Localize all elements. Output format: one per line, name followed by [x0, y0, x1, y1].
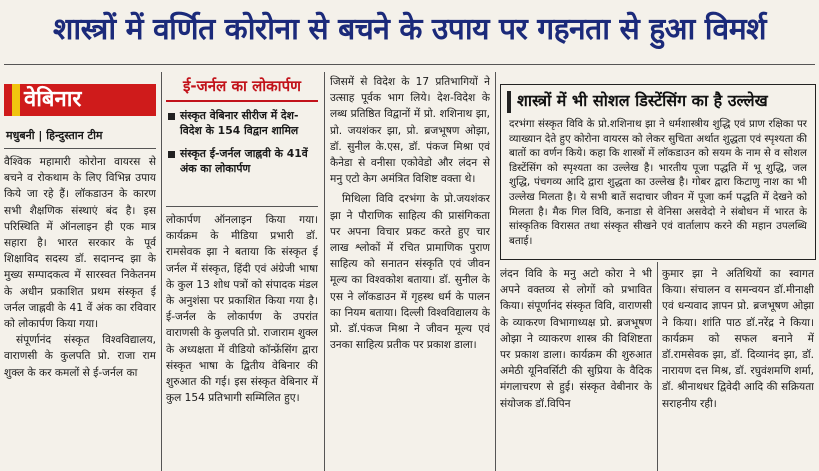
ejournal-box [166, 76, 318, 201]
byline-team: हिन्दुस्तान टीम [46, 129, 103, 142]
column-rule [324, 72, 325, 471]
box-heading-marker [507, 91, 511, 113]
ejournal-bullet: संस्कृत ई-जर्नल जाह्नवी के 41वें अंक का लोकार्पण [166, 146, 318, 176]
column-4 [500, 266, 652, 470]
column-rule [161, 72, 162, 471]
col2-paragraph: लोकार्पण ऑनलाइन किया गया। कार्यक्रम के मीडिया प्रभारी डॉ. रामसेवक झा ने बताया कि संस्कृत ई जर्नल में संस्कृत, हिंदी एवं अंग्रेजी भाषा के कुल 13 शोध पत्रों को संपादक मंडल के अनुशंसा पर प्रकाशित किया गया है। ई-जर्नल के लोकार्पण के उपरांत वाराणसी के कुलपति प्रो. राजाराम शुक्ल के अध्यक्षता में वीडियो कॉन्फ्रेंसिंग द्वारा संस्कृत भाषा के द्वितीय वेबिनार की शुरुआत की गई। इस संस्कृत वेबिनार में कुल 154 प्रतिभागी सम्मिलित हुए। [166, 214, 318, 405]
byline-rule [4, 148, 156, 149]
column-2 [166, 212, 318, 470]
ejournal-box-rule [166, 206, 318, 207]
col1-paragraph: वैश्विक महामारी कोरोना वायरस से बचने व रोकथाम के लिए विभिन्न उपाय किये जा रहे हैं। लॉकडाउन के कारण सभी शैक्षणिक संस्थाएं बंद है। इस परिस्थिति में ऑनलाइन ही एक मात्र सहारा है। भारत सरकार के पूर्व शिक्षाविद सदस्य डॉ. सदानन्द झा के मुख्य सम्पादकत्व में सारस्वत निकेतनम के अधीन प्रकाशित प्रथम संस्कृत ई जर्नल जाह्नवी के 41 वें अंक का रविवार को लोकार्पण किया गया। [4, 156, 156, 331]
headline: शास्त्रों में वर्णित कोरोना से बचने के उपाय पर गहनता से हुआ विमर्श [52, 12, 767, 47]
social-box-body: दरभंगा संस्कृत विवि के प्रो.शशिनाथ झा ने धर्मशास्त्रीय शुद्धि एवं प्राण रक्षिका पर व्याख्यान देते हुए कोरोना वायरस को लेकर सुचिता अर्थात शुद्धता एवं स्पृश्यता की बातों का वर्णन किये। कहा कि शास्त्रों में लॉकडाउन को सयम के नाम से व सोशल डिस्टेंसिंग को स्पृश्यता का उल्लेख है। भारतीय पूजा पद्धति में भू शुद्धि, जल शुद्धि, पंचगव्य आदि द्वारा शुद्धता का उल्लेख है। गोबर द्वारा किटाणु नाश का भी उल्लेख मिलता है। ये सभी बातें सदाचार जीवन में पूजा कर्म पद्धति में देखने को मिलता है। मैक गिल विवि, कनाडा से वेनिसा असवेदो ने संबोधन में भारत के सांस्कृतिक विरासत तथा संस्कृत सीखने एवं वार्तालाप करने की महान उपलब्धि बताई। [509, 118, 807, 247]
column-rule [495, 72, 496, 471]
col4-paragraph: लंदन विवि के मनु अटो कोरा ने भी अपने वक्तव्य से लोगों को प्रभावित किया। संपूर्णानंद संस्कृत विवि, वाराणसी के व्याकरण विभागाध्यक्ष प्रो. ब्रजभूषण ओझा ने व्याकरण शास्त्र की विशिष्टता पर प्रकाश डाला। कार्यक्रम की शुरुआत अमेठी यूनिवर्सिटी की सुप्रिया के वैदिक मंगलाचरण से हुई। संस्कृत वेबीनार के संयोजक डॉ.विपिन [500, 268, 652, 410]
section-tag [4, 84, 156, 116]
section-tag-label: वेबिनार [4, 84, 156, 116]
column-1 [4, 154, 156, 470]
col5-paragraph: कुमार झा ने अतिथियों का स्वागत किया। संचालन व समन्वयन डॉ.मीनाक्षी एवं धन्यवाद ज्ञापन प्रो. ब्रजभूषण ओझा ने किया। शांति पाठ डॉ.नरेंद्र ने किया। कार्यक्रम को सफल बनाने में डॉ.रामसेवक झा, डॉ. दिव्यानंद झा, डॉ. नारायण दत्त मिश्र, डॉ. रघुवंशमणि शर्मा, डॉ. श्रीनाथधर द्विवेदी आदि की सक्रियता सराहनीय रही। [662, 268, 814, 410]
ejournal-title: ई-जर्नल का लोकार्पण [183, 77, 301, 95]
col1-paragraph: संपूर्णानंद संस्कृत विश्वविद्यालय, वाराणसी के कुलपति प्रो. राजा राम शुक्ल के कर कमलों से ई-जर्नल का [4, 334, 156, 379]
social-distancing-box [500, 84, 816, 260]
column-3 [330, 74, 490, 470]
byline-place: मधुबनी [6, 129, 35, 142]
ejournal-bullet: संस्कृत वेबिनार सीरीज में देश-विदेश के 154 विद्वान शामिल [166, 108, 318, 138]
section-tag-accent [12, 84, 20, 116]
ejournal-title-rule [166, 100, 318, 102]
social-box-title: शास्त्रों में भी सोशल डिस्टेंसिंग का है उल्लेख [517, 91, 768, 110]
column-5 [662, 266, 814, 470]
byline: मधुबनी | हिन्दुस्तान टीम [6, 129, 103, 142]
col3-paragraph: मिथिला विवि दरभंगा के प्रो.जयशंकर झा ने पौराणिक साहित्य की प्रासंगिकता पर अपना विचार प्रकट करते हुए चार लाख श्लोकों में रचित प्रामाणिक पुराण साहित्य को सनातन संस्कृति एवं जीवन मूल्य का विश्वकोश बताया। डॉ. सुनील के एस ने लॉकडाउन में गृहस्थ धर्म के पालन का नियम बताया। दिल्ली विश्वविद्यालय के प्रो. डॉ.पंकज मिश्रा ने जीवन मूल्य एवं उनका साहित्य प्रतीक पर प्रकाश डाला। [330, 193, 490, 352]
column-rule [657, 262, 658, 471]
col3-paragraph: जिसमें से विदेश के 17 प्रतिभागियों ने उत्साह पूर्वक भाग लिये। देश-विदेश के लब्ध प्रतिष्ठित विद्वानों में प्रो. शशिनाथ झा, प्रो. जयशंकर झा, प्रो. ब्रजभूषण ओझा, डॉ. सुनील के.एस, डॉ. पंकज मिश्रा एवं कैनेडा से वनीसा एकोवेडो और लंदन से मनु एटो केग अमंत्रित विशिष्ट वक्ता थे। [330, 76, 490, 186]
headline-rule [4, 64, 815, 65]
